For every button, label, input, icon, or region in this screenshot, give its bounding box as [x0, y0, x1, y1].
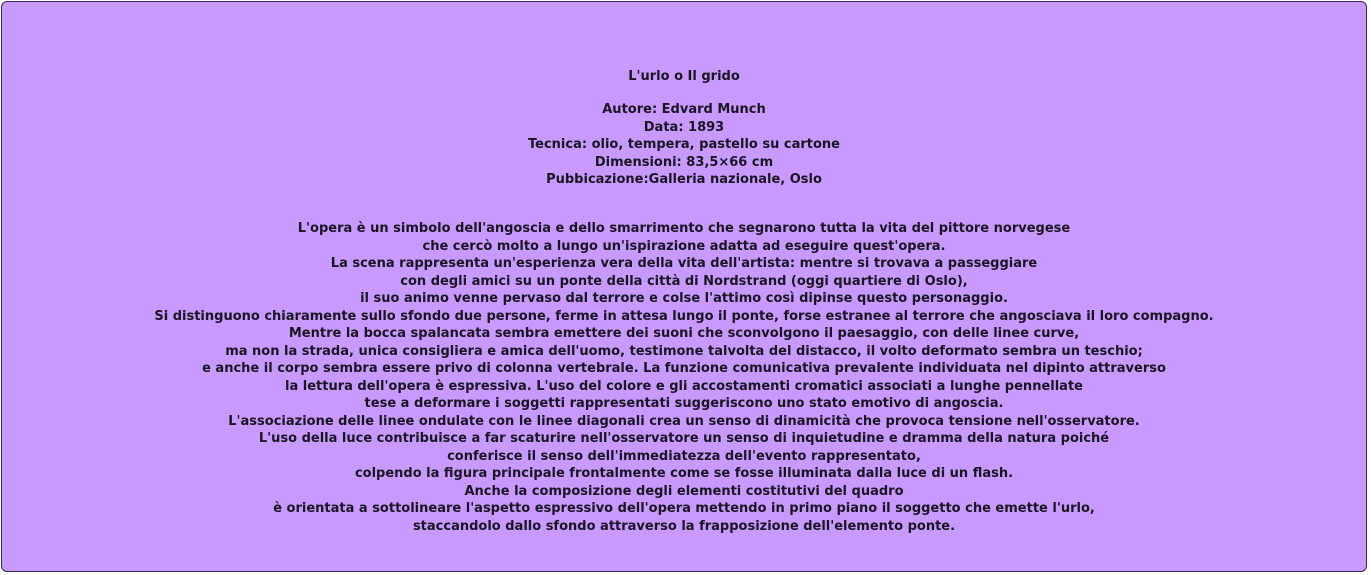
description-line: La scena rappresenta un'esperienza vera della vita dell'artista: mentre si trovava a passeggiare — [330, 256, 1038, 271]
description-line: che cercò molto a lungo un'ispirazione adatta ad eseguire quest'opera. — [422, 238, 946, 254]
description-line: Mentre la bocca spalancata sembra emettere dei suoni che sconvolgono il paesaggio, con delle linee curve, — [288, 326, 1080, 341]
description-line: il suo animo venne pervaso dal terrore e colse l'attimo così dipinse questo personaggio. — [360, 291, 1008, 306]
description-line: ma non la strada, unica consigliera e amica dell'uomo, testimone talvolta del distacco, il volto deformato sembra un teschio; — [225, 343, 1143, 359]
description-line: Anche la composizione degli elementi costitutivi del quadro — [464, 483, 904, 499]
description-line: tese a deformare i soggetti rappresentati suggeriscono uno stato emotivo di angoscia. — [364, 396, 1004, 411]
meta-location: Pubbicazione:Galleria nazionale, Oslo — [546, 172, 822, 187]
description-line: conferisce il senso dell'immediatezza dell'evento rappresentato, — [447, 448, 921, 464]
description-line: è orientata a sottolineare l'aspetto espressivo dell'opera mettendo in primo piano il soggetto che emette l'urlo, — [273, 501, 1095, 516]
description-line: la lettura dell'opera è espressiva. L'uso del colore e gli accostamenti cromatici associati a lunghe pennellate — [285, 378, 1083, 394]
description-line: colpendo la figura principale frontalmente come se fosse illuminata dalla luce di un flash. — [354, 466, 1014, 481]
description-line: staccandolo dallo sfondo attraverso la frapposizione dell'elemento ponte. — [412, 518, 956, 534]
meta-technique: Tecnica: olio, tempera, pastello su cartone — [527, 137, 840, 152]
meta-date: Data: 1893 — [643, 119, 725, 135]
artwork-description — [2, 220, 1366, 535]
description-line: L'opera è un simbolo dell'angoscia e dello smarrimento che segnarono tutta la vita del pittore norvegese — [297, 221, 1071, 236]
artwork-title: L'urlo o Il grido — [628, 69, 740, 84]
description-line: L'associazione delle linee ondulate con le linee diagonali crea un senso di dinamicità che provoca tensione nell'osservatore. — [228, 413, 1140, 429]
meta-dimensions: Dimensioni: 83,5×66 cm — [594, 154, 774, 170]
artwork-info-card — [1, 1, 1367, 572]
description-line: con degli amici su un ponte della città di Nordstrand (oggi quartiere di Oslo), — [400, 273, 968, 289]
description-line: L'uso della luce contribuisce a far scaturire nell'osservatore un senso di inquietudine e dramma della natura poiché — [258, 431, 1110, 446]
description-line: Si distinguono chiaramente sullo sfondo due persone, ferme in attesa lungo il ponte, forse estranee al terrore che angosciava il loro compagno. — [154, 308, 1214, 324]
artwork-metadata — [2, 101, 1366, 189]
description-line: e anche il corpo sembra essere privo di colonna vertebrale. La funzione comunicativa prevalente individuata nel dipinto attraverso — [202, 361, 1166, 376]
meta-author: Autore: Edvard Munch — [602, 102, 766, 117]
